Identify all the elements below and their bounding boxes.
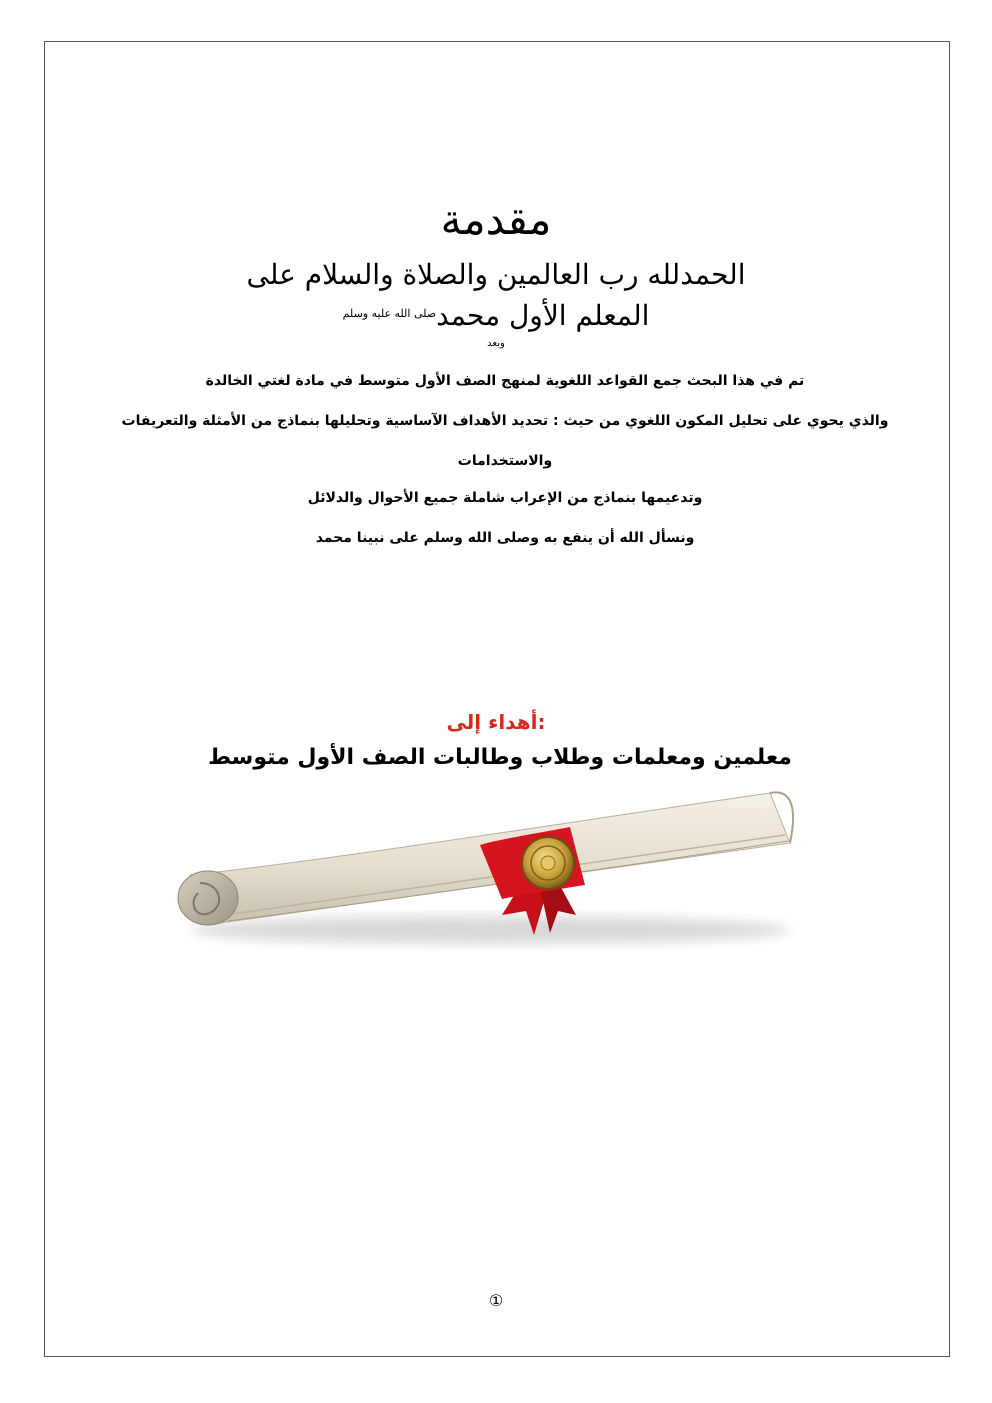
page-number: ① [488, 1291, 504, 1310]
diploma-scroll-icon [130, 765, 810, 965]
intro-paragraph-1: تم في هذا البحث جمع القواعد اللغوية لمنهج الصف الأول متوسط في مادة لغتي الخالدة [205, 373, 805, 389]
wax-seal-center [541, 856, 555, 870]
intro-paragraph-2: والذي يحوي على تحليل المكون اللغوي من حيث : تحديد الأهداف الآساسية وتحليلها بنماذج من الأمثلة والتعريفات [121, 413, 889, 429]
blessing-superscript: صلى الله عليه وسلم [342, 307, 437, 320]
page-title: مقدمة [440, 195, 552, 244]
intro-paragraph-3: والاستخدامات [457, 453, 553, 469]
praise-line-1: الحمدلله رب العالمين والصلاة والسلام على [246, 258, 746, 291]
intro-paragraph-5: ونسأل الله أن ينفع به وصلى الله وسلم على نبينا محمد [315, 530, 695, 546]
after-praise-text: وبعد [487, 338, 505, 349]
dedication-label: :أهداء إلى [446, 710, 546, 734]
praise-line-2 [0, 296, 992, 336]
intro-paragraph-4: وتدعيمها بنماذج من الإعراب شاملة جميع الأحوال والدلائل [307, 490, 703, 506]
scroll-end-left [178, 871, 238, 925]
praise-line-2-main: المعلم الأول محمد [436, 299, 650, 332]
dedication-text: معلمين ومعلمات وطلاب وطالبات الصف الأول متوسط [208, 745, 792, 770]
scroll-shadow [190, 916, 790, 944]
